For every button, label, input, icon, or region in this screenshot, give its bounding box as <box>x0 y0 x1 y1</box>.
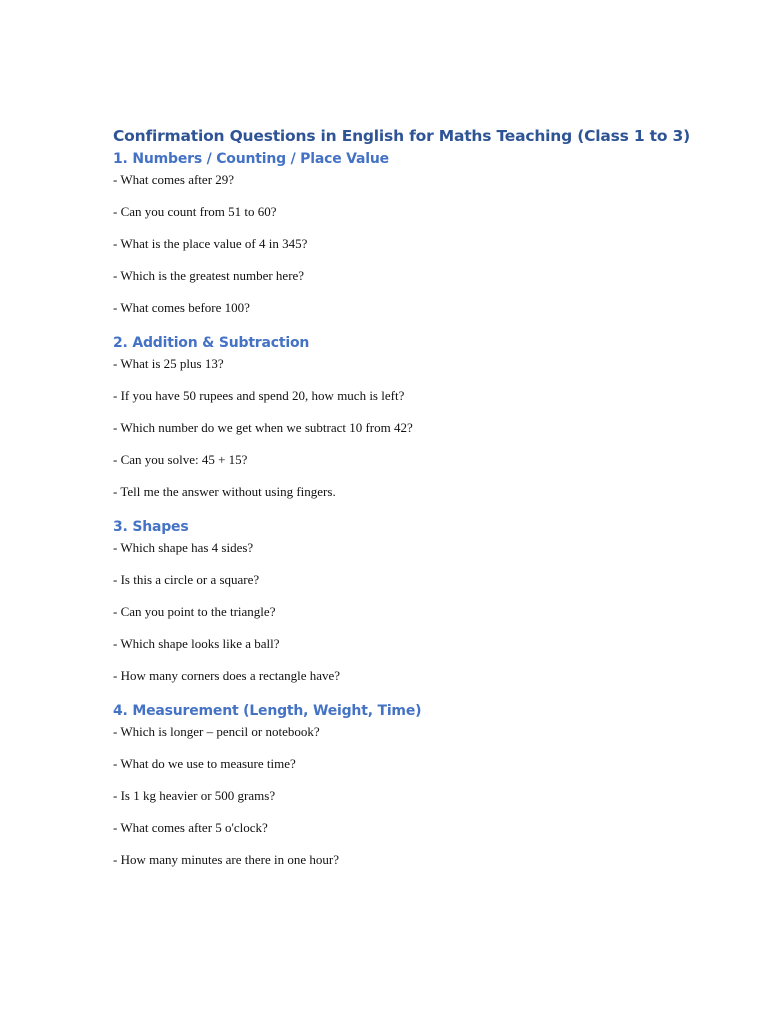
question-item: - Tell me the answer without using fingers. <box>113 484 336 499</box>
question-item: - What comes after 29? <box>113 172 235 187</box>
question-item: - Is this a circle or a square? <box>113 572 260 587</box>
section-heading: 4. Measurement (Length, Weight, Time) <box>113 703 422 719</box>
question-item: - What comes before 100? <box>113 300 250 315</box>
document-title: Confirmation Questions in English for Maths Teaching (Class 1 to 3) <box>113 127 691 145</box>
question-item: - Which shape has 4 sides? <box>113 540 254 555</box>
section-heading: 2. Addition & Subtraction <box>113 335 310 351</box>
section-heading: 1. Numbers / Counting / Place Value <box>113 151 389 167</box>
question-item: - Which is the greatest number here? <box>113 268 305 283</box>
question-item: - Can you count from 51 to 60? <box>113 204 277 219</box>
question-item: - Which number do we get when we subtract 10 from 42? <box>113 420 413 435</box>
question-item: - Which shape looks like a ball? <box>113 636 280 651</box>
question-item: - What comes after 5 o'clock? <box>113 820 268 835</box>
sections-container <box>113 148 713 872</box>
question-item: - If you have 50 rupees and spend 20, how much is left? <box>113 388 405 403</box>
question-item: - How many corners does a rectangle have? <box>113 668 341 683</box>
section-heading: 3. Shapes <box>113 519 189 535</box>
question-item: - What is 25 plus 13? <box>113 356 224 371</box>
section <box>113 332 713 504</box>
question-item: - Which is longer – pencil or notebook? <box>113 724 320 739</box>
question-item: - What is the place value of 4 in 345? <box>113 236 308 251</box>
section <box>113 700 713 872</box>
question-item: - How many minutes are there in one hour? <box>113 852 339 867</box>
section <box>113 148 713 320</box>
document-page <box>113 124 713 884</box>
question-item: - What do we use to measure time? <box>113 756 296 771</box>
section <box>113 516 713 688</box>
question-item: - Can you point to the triangle? <box>113 604 276 619</box>
question-item: - Can you solve: 45 + 15? <box>113 452 248 467</box>
question-item: - Is 1 kg heavier or 500 grams? <box>113 788 276 803</box>
